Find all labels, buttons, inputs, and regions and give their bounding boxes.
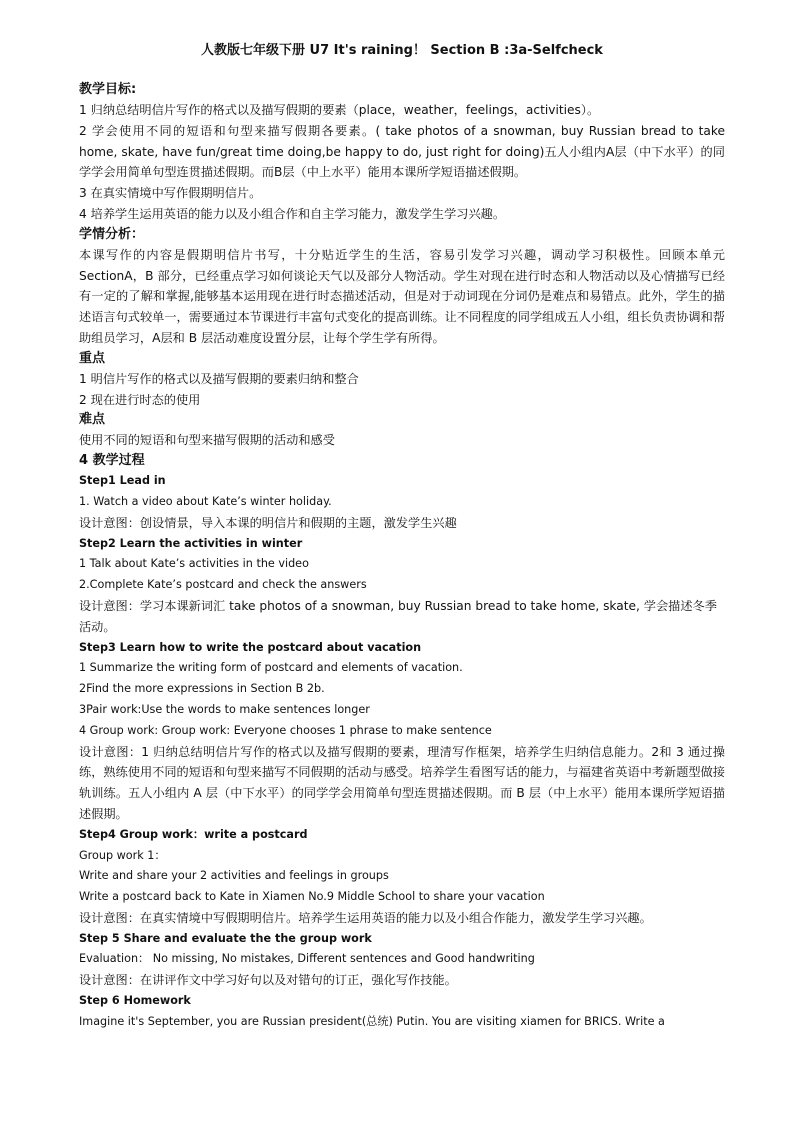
- goals-heading: 教学目标:: [79, 82, 137, 97]
- document-page: [79, 40, 725, 1033]
- step5-item: Evaluation： No missing, No mistakes, Different sentences and Good handwriting: [79, 952, 535, 966]
- step1-intent: 设计意图：创设情景，导入本课的明信片和假期的主题，激发学生兴趣: [79, 515, 457, 530]
- step4-item-2: Write and share your 2 activities and feelings in groups: [79, 869, 389, 883]
- step3-item-2: 2Find the more expressions in Section B 2b.: [79, 682, 325, 696]
- step5-title: Step 5 Share and evaluate the the group work: [79, 931, 372, 945]
- step4-item-3: Write a postcard back to Kate in Xiamen No.9 Middle School to share your vacation: [79, 890, 545, 904]
- step2-item-1: 1 Talk about Kate’s activities in the video: [79, 557, 309, 571]
- goal-item-2: 2 学会使用不同的短语和句型来描写假期各要素。( take photos of a snowman, buy Russian bread to take home, skate, have fun/great time doing,be happy to do, just right for doing)五人小组内A层（中下水平）的同学学会用简单句型连贯描述假期。而B层（中上水平）能用本课所学短语描述假期。: [79, 123, 725, 180]
- step5-intent: 设计意图：在讲评作文中学习好句以及对错句的订正，强化写作技能。: [79, 973, 457, 988]
- step4-item-1: Group work 1：: [79, 848, 166, 862]
- step2-item-2: 2.Complete Kate’s postcard and check the answers: [79, 578, 367, 592]
- key-point-2: 2 现在进行时态的使用: [79, 392, 201, 407]
- difficulty-heading: 难点: [79, 412, 106, 428]
- step2-title: Step2 Learn the activities in winter: [79, 536, 303, 550]
- step3-item-4: 4 Group work: Group work: Everyone chooses 1 phrase to make sentence: [79, 723, 492, 737]
- document-title: 人教版七年级下册 U7 It's raining！ Section B :3a-Selfcheck: [201, 43, 603, 58]
- step4-title: Step4 Group work：write a postcard: [79, 827, 308, 841]
- step3-title: Step3 Learn how to write the postcard about vacation: [79, 640, 422, 654]
- difficulty-text: 使用不同的短语和句型来描写假期的活动和感受: [79, 433, 335, 448]
- step6-text: Imagine it's September, you are Russian president(总统) Putin. You are visiting xiamen for BRICS. Write a: [79, 1014, 665, 1028]
- analysis-heading: 学情分析：: [79, 226, 145, 242]
- step3-item-3: 3Pair work:Use the words to make sentences longer: [79, 702, 370, 716]
- step4-intent: 设计意图：在真实情境中写假期明信片。培养学生运用英语的能力以及小组合作能力，激发学生学习兴趣。: [79, 910, 652, 925]
- analysis-text: 本课写作的内容是假期明信片书写，十分贴近学生的生活，容易引发学习兴趣，调动学习积极性。回顾本单元 SectionA，B 部分，已经重点学习如何谈论天气以及部分人物活动。学生对现在进行时态和人物活动以及心情描写已经有一定的了解和掌握,能够基本运用现在进行时态描述活动，但是对于动词现在分词仍是难点和易错点。此外，学生的描述语言句式较单一，需要通过本节课进行丰富句式变化的提高训练。让不同程度的同学组成五人小组，组长负责协调和帮助组员学习，A层和 B 层活动难度设置分层，让每个学生学有所得。: [79, 247, 725, 345]
- goal-item-1: 1 归纳总结明信片写作的格式以及描写假期的要素（place，weather，feelings，activities）。: [79, 103, 600, 117]
- goal-item-4: 4 培养学生运用英语的能力以及小组合作和自主学习能力，激发学生学习兴趣。: [79, 206, 506, 221]
- step2-intent: 设计意图：学习本课新词汇 take photos of a snowman, buy Russian bread to take home, skate, 学会描述冬季活动。: [79, 598, 717, 634]
- key-points-heading: 重点: [79, 350, 106, 366]
- step3-item-1: 1 Summarize the writing form of postcard and elements of vacation.: [79, 661, 463, 675]
- step1-item: 1. Watch a video about Kate’s winter holiday.: [79, 494, 332, 508]
- step3-intent: 设计意图：1 归纳总结明信片写作的格式以及描写假期的要素，理清写作框架，培养学生归纳信息能力。2和 3 通过操练，熟练使用不同的短语和句型来描写不同假期的活动与感受。培养学生看图写话的能力，与福建省英语中考新题型做接轨训练。五人小组内 A 层（中下水平）的同学学会用简单句型连贯描述假期。而 B 层（中上水平）能用本课所学短语描述假期。: [79, 744, 725, 821]
- key-point-1: 1 明信片写作的格式以及描写假期的要素归纳和整合: [79, 371, 359, 386]
- process-heading: 4 教学过程: [79, 453, 145, 469]
- step6-title: Step 6 Homework: [79, 994, 191, 1008]
- goal-item-3: 3 在真实情境中写作假期明信片。: [79, 186, 262, 201]
- step1-title: Step1 Lead in: [79, 474, 166, 488]
